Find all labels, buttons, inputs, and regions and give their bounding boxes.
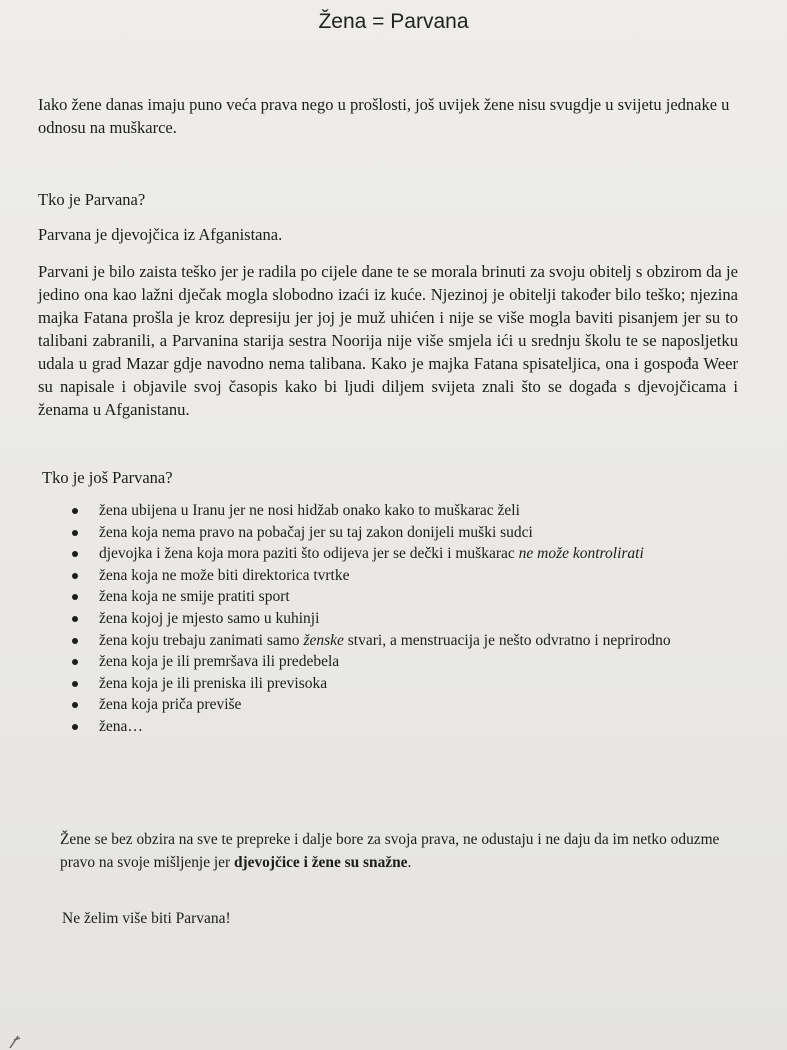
list-item-text: žena koja je ili premršava ili predebela	[99, 653, 340, 671]
list-item	[72, 500, 692, 522]
list-item-italic-text: ženske	[303, 631, 344, 649]
list-item-text: žena kojoj je mjesto samo u kuhinji	[99, 609, 320, 627]
closing-paragraph	[60, 828, 720, 874]
list-item-text: žena…	[99, 717, 143, 735]
list-item	[72, 543, 692, 565]
closing-end: .	[407, 854, 412, 871]
question-who-else-is-parvana: Tko je još Parvana?	[42, 468, 173, 487]
list-item-text: djevojka i žena koja mora paziti što odijeva jer se dečki i muškarac	[99, 545, 519, 563]
list-item-text: stvari, a menstruacija je nešto odvratno i neprirodno	[343, 631, 671, 649]
list-item-italic-text: ne može kontrolirati	[518, 545, 644, 563]
list-item-text: žena koju trebaju zanimati samo	[99, 631, 304, 649]
list-item	[72, 630, 692, 652]
list-item	[72, 651, 692, 673]
answer-who-is-parvana: Parvana je djevojčica iz Afganistana.	[38, 225, 283, 244]
story-paragraph: Parvani je bilo zaista teško jer je radila po cijele dane te se morala brinuti za svoju obitelj s obzirom da je jedino ona kao lažni dječak mogla slobodno izaći iz kuće. Njezinoj je obitelji također bilo teško; njezina majka Fatana prošla je kroz depresiju jer joj je muž uhićen i nije se više mogla baviti pisanjem jer su to talibani zabranili, a Parvanina starija sestra Noorija nije više smjela ići u srednju školu te se naposljetku udala u grad Mazar gdje navodno nema talibana. Kako je majka Fatana spisateljica, ona i gospođa Weer su napisale i objavile svoj časopis kako bi ljudi diljem svijeta znali što se događa s djevojčicama i ženama u Afganistanu.	[38, 262, 738, 419]
document-title: Žena = Parvana	[318, 10, 469, 33]
list-item-text: žena koja ne može biti direktorica tvrtke	[99, 566, 350, 584]
closing-bold-text: djevojčice i žene su snažne	[233, 854, 408, 871]
list-item-text: žena koja ne smije pratiti sport	[99, 588, 290, 606]
list-item	[72, 716, 692, 738]
list-item	[72, 586, 692, 608]
list-item-text: žena koja je ili preniska ili previsoka	[99, 674, 328, 692]
intro-paragraph: Iako žene danas imaju puno veća prava nego u prošlosti, još uvijek žene nisu svugdje u svijetu jednake u odnosu na muškarce.	[38, 95, 730, 137]
list-item-text: žena koja priča previše	[99, 696, 242, 714]
list-item	[72, 694, 692, 716]
list-item	[72, 608, 692, 630]
list-item-text: žena ubijena u Iranu jer ne nosi hidžab onako kako to muškarac želi	[99, 502, 520, 519]
page-corner-mark	[8, 1030, 22, 1050]
list-item-text: žena koja nema pravo na pobačaj jer su taj zakon donijeli muški sudci	[99, 523, 533, 541]
question-who-is-parvana: Tko je Parvana?	[38, 190, 146, 209]
final-statement: Ne želim više biti Parvana!	[62, 910, 231, 927]
list-item	[72, 522, 692, 544]
list-item	[72, 673, 692, 695]
list-item	[72, 565, 692, 587]
closing-text: Žene se bez obzira na sve te prepreke i dalje bore za svoja prava, ne odustaju i ne daju da im netko oduzme pravo na svoje mišljenje jer	[60, 831, 720, 871]
bullet-list	[72, 500, 692, 738]
